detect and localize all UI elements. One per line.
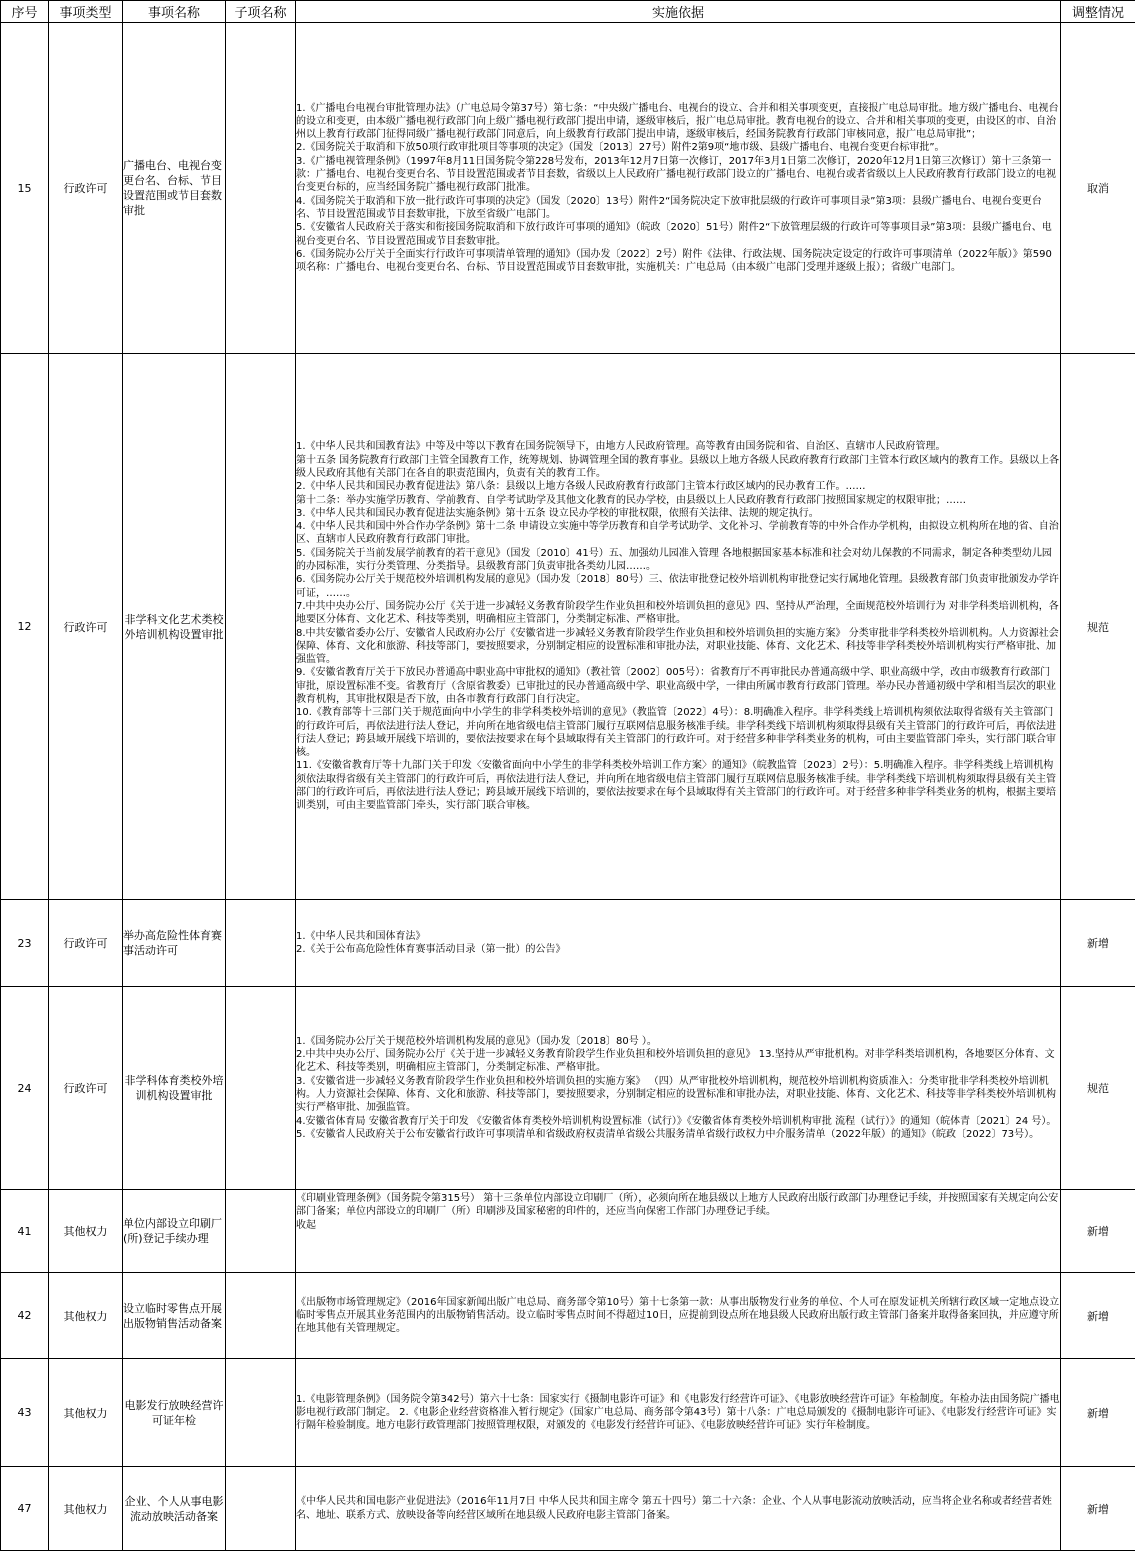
- item-type: 其他权力: [49, 1359, 123, 1467]
- basis-line: 3.《广播电视管理条例》（1997年8月11日国务院令第228号发布，2013年12月7日第一次修订，2017年3月1日第二次修订，2020年12月1日第三次修订）第十三条第一款：广播电台、电视台变更台名、节目设置范围或者节目套数，省级以上人民政府广播电视行政部门设立的广播电台、电视台或者省级以上人民政府教育行政部门设立的电视台变更台标的，应当经国务院广播电视行政部门批准。: [296, 155, 1056, 194]
- table-row: [1, 1273, 1135, 1359]
- sub-item-name: [226, 1467, 296, 1551]
- row-number: 42: [1, 1273, 49, 1359]
- row-number: 41: [1, 1190, 49, 1273]
- item-name: [123, 1190, 226, 1273]
- basis-line: 5.《安徽省人民政府关于公布安徽省行政许可事项清单和省级政府权责清单省级公共服务清单省级行政权力中介服务清单（2022年版）的通知》（皖政〔2022〕73号）。: [296, 1128, 1040, 1140]
- basis-line: 8.中共安徽省委办公厅、安徽省人民政府办公厅《安徽省进一步减轻义务教育阶段学生作业负担和校外培训负担的实施方案》 分类审批非学科类校外培训机构。人力资源社会保障、体育、文化和旅游、科技等部门，要按照要求，分别制定相应的设置标准和审批办法，对职业技能、体育、文化艺术、科技等非学科类校外培训机构实行严格审批、加强监管。: [296, 627, 1059, 666]
- basis-line: 收起: [296, 1219, 316, 1231]
- item-name: [123, 1273, 226, 1359]
- header-basis: 实施依据: [296, 1, 1061, 23]
- adjustment-status: 取消: [1061, 23, 1135, 354]
- basis-line: 1.《国务院办公厅关于规范校外培训机构发展的意见》（国办发〔2018〕80号 ）。: [296, 1035, 657, 1047]
- row-number: 43: [1, 1359, 49, 1467]
- item-type: 其他权力: [49, 1273, 123, 1359]
- basis-line: 《出版物市场管理规定》（2016年国家新闻出版广电总局、商务部令第10号）第十七条第一款：从事出版物发行业务的单位、个人可在原发证机关所辖行政区域一定地点设立临时零售点开展其业务范围内的出版物销售活动。设立临时零售点时间不得超过10日，应提前到设点所在地县级人民政府出版行政主管部门备案并取得备案回执，并应遵守所在地其他有关管理规定。: [296, 1296, 1060, 1335]
- basis-line: 2.中共中央办公厅、国务院办公厅《关于进一步减轻义务教育阶段学生作业负担和校外培训负担的意见》 13.坚持从严审批机构。对非学科类培训机构，各地要区分体育、文化艺术、科技等类别，明确相应主管部门，分类制定标准、严格审批。: [296, 1049, 1055, 1074]
- table-row: [1, 987, 1135, 1190]
- basis-cell: [296, 1467, 1061, 1551]
- item-name: [123, 1359, 226, 1467]
- sub-item-name: [226, 987, 296, 1190]
- sub-item-name: [226, 354, 296, 900]
- basis-line: 5.《国务院关于当前发展学前教育的若干意见》（国发〔2010〕41号）五、加强幼儿园准入管理 各地根据国家基本标准和社会对幼儿保教的不同需求，制定各种类型幼儿园的办园标准，实行分类管理、分类指导。县级教育部门负责审批各类幼儿园……。: [296, 547, 1052, 573]
- basis-cell: [296, 1273, 1061, 1359]
- adjustment-status: 新增: [1061, 1190, 1135, 1273]
- item-type: 行政许可: [49, 354, 123, 900]
- basis-line: 9.《安徽省教育厅关于下放民办普通高中职业高中审批权的通知》（教社管〔2002〕005号）：省教育厅不再审批民办普通高级中学、职业高级中学，改由市级教育行政部门审批，原设置标准不变。省教育厅（含原省教委）已审批过的民办普通高级中学、职业高级中学，一律由所属市教育行政部门管理。举办民办普通初级中学和相当层次的职业教育机构，其审批权限是否下放，由各市教育行政部门自行决定。: [296, 667, 1056, 705]
- adjustment-status: 新增: [1061, 900, 1135, 987]
- basis-line: 第十五条 国务院教育行政部门主管全国教育工作，统筹规划、协调管理全国的教育事业。县级以上地方各级人民政府教育行政部门主管本行政区域内的教育工作。县级以上各级人民政府其他有关部门在各自的职责范围内，负责有关的教育工作。: [296, 454, 1060, 479]
- item-name-text: 单位内部设立印刷厂(所)登记手续办理: [123, 1217, 222, 1245]
- basis-cell: [296, 23, 1061, 354]
- basis-line: 4.《国务院关于取消和下放一批行政许可事项的决定》（国发〔2020〕13号）附件2“国务院决定下放审批层级的行政许可事项目录”第3项：县级广播电台、电视台变更台名、节目设置范围或节目套数审批，下放至省级广电部门。: [296, 195, 1042, 220]
- adjustment-status: 规范: [1061, 987, 1135, 1190]
- basis-line: 6.《国务院办公厅关于全面实行行政许可事项清单管理的通知》（国办发〔2022〕2号）附件《法律、行政法规、国务院决定设定的行政许可事项清单（2022年版）》第590项名称：广播电台、电视台变更台名、台标、节目设置范围或节目套数审批，实施机关：广电总局（由本级广电部门受理并逐级上报）；省级广电部门。: [296, 248, 1052, 274]
- item-type: 其他权力: [49, 1467, 123, 1551]
- item-type: 行政许可: [49, 23, 123, 354]
- basis-line: 10.《教育部等十三部门关于规范面向中小学生的非学科类校外培训的意见》（教监管〔2022〕4号）：8.明确准入程序。非学科类线上培训机构须依法取得省级有关主管部门的行政许可后，再依法进行法人登记，并向所在地省级电信主管部门履行互联网信息服务核准手续。非学科类线下培训机构须取得县级有关主管部门的行政许可后，再依法进行法人登记；跨县域开展线下培训的，要依法按要求在每个县域取得有关主管部门的行政许可。对于经营多种非学科类业务的机构，可由主要监管部门牵头，实行部门联合审核。: [296, 707, 1056, 759]
- row-number: 12: [1, 354, 49, 900]
- header-type: 事项类型: [49, 1, 123, 23]
- basis-cell: [296, 987, 1061, 1190]
- header-row: [1, 1, 1135, 23]
- item-type: 其他权力: [49, 1190, 123, 1273]
- basis-line: 3.《安徽省进一步减轻义务教育阶段学生作业负担和校外培训负担的实施方案》 （四）从严审批校外培训机构，规范校外培训机构资质准入：分类审批非学科类校外培训机构。人力资源社会保障、体育、文化和旅游、科技等部门，要按照要求，分别制定相应的设置标准和审批办法，对职业技能、体育、文化艺术、科技等非学科类校外培训机构实行严格审批、加强监管。: [296, 1075, 1056, 1114]
- sub-item-name: [226, 1359, 296, 1467]
- basis-line: 2.《国务院关于取消和下放50项行政审批项目等事项的决定》（国发〔2013〕27号）附件2第9项“地市级、县级广播电台、电视台变更台标审批”。: [296, 142, 945, 154]
- basis-line: 6.《国务院办公厅关于规范校外培训机构发展的意见》（国办发〔2018〕80号）三、依法审批登记校外培训机构审批登记实行属地化管理。县级教育部门负责审批颁发办学许可证，……。: [296, 574, 1059, 599]
- basis-line: 4.《中华人民共和国中外合作办学条例》第十二条 申请设立实施中等学历教育和自学考试助学、文化补习、学前教育等的中外合作办学机构，由拟设立机构所在地的省、自治区、直辖市人民政府教育行政部门审批。: [296, 521, 1059, 546]
- adjustment-status: 新增: [1061, 1359, 1135, 1467]
- row-number: 15: [1, 23, 49, 354]
- table-row: [1, 900, 1135, 987]
- item-name-text: 电影发行放映经营许可证年检: [124, 1398, 224, 1427]
- basis-line: 1.《中华人民共和国体育法》: [296, 930, 426, 942]
- basis-line: 第十二条：举办实施学历教育、学前教育、自学考试助学及其他文化教育的民办学校，由县级以上人民政府教育行政部门按照国家规定的权限审批；……: [296, 494, 966, 506]
- item-name-text: 企业、个人从事电影流动放映活动备案: [124, 1494, 224, 1523]
- basis-line: 5.《安徽省人民政府关于落实和衔接国务院取消和下放行政许可事项的通知》（皖政〔2020〕51号）附件2“下放管理层级的行政许可等事项目录”第3项：县级广播电台、电视台变更台名、节目设置范围或节目套数审批。: [296, 222, 1052, 247]
- basis-line: 7.中共中央办公厅、国务院办公厅《关于进一步减轻义务教育阶段学生作业负担和校外培训负担的意见》四、坚持从严治理，全面规范校外培训行为 对非学科类培训机构，各地要区分体育、文化艺术、科技等类别，明确相应主管部门，分类制定标准、严格审批。: [296, 600, 1059, 626]
- adjustment-status: 新增: [1061, 1467, 1135, 1551]
- header-name: 事项名称: [123, 1, 226, 23]
- sub-item-name: [226, 1273, 296, 1359]
- table-row: [1, 23, 1135, 354]
- basis-line: 2.《中华人民共和国民办教育促进法》第八条：县级以上地方各级人民政府教育行政部门主管本行政区域内的民办教育工作。……: [296, 481, 866, 493]
- item-type: 行政许可: [49, 987, 123, 1190]
- basis-cell: [296, 354, 1061, 900]
- header-adjust: 调整情况: [1061, 1, 1135, 23]
- basis-line: 4.安徽省体育局 安徽省教育厅关于印发 《安徽省体育类校外培训机构设置标准（试行）》《安徽省体育类校外培训机构审批 流程（试行）》的通知（皖体青〔2021〕24 号）。: [296, 1115, 1057, 1127]
- header-no: 序号: [1, 1, 49, 23]
- basis-cell: [296, 900, 1061, 987]
- header-sub: 子项名称: [226, 1, 296, 23]
- basis-line: 11.《安徽省教育厅等十九部门关于印发〈安徽省面向中小学生的非学科类校外培训工作方案〉的通知》（皖教监管〔2023〕2号）：5.明确准入程序。非学科类线上培训机构须依法取得省级有关主管部门的行政许可后，再依法进行法人登记，并向所在地省级电信主管部门履行互联网信息服务核准手续。非学科类线下培训机构须取得县级有关主管部门的行政许可后，再依法进行法人登记；跨县域开展线下培训的，要依法按要求在每个县域取得有关主管部门的行政许可。对于经营多种非学科类业务的机构，根据主要培训类别，可由主要监管部门牵头，实行部门联合审核。: [296, 760, 1056, 812]
- table-row: [1, 1190, 1135, 1273]
- item-name: [123, 1467, 226, 1551]
- item-name-text: 举办高危险性体育赛事活动许可: [123, 929, 222, 957]
- item-name-text: 设立临时零售点开展出版物销售活动备案: [123, 1301, 222, 1330]
- table-row: [1, 354, 1135, 900]
- adjustment-status: 新增: [1061, 1273, 1135, 1359]
- basis-line: 《中华人民共和国电影产业促进法》（2016年11月7日 中华人民共和国主席令 第五十四号）第二十六条：企业、个人从事电影流动放映活动，应当将企业名称或者经营者姓名、地址、联系方式、放映设备等向经营区域所在地县级人民政府电影主管部门备案。: [296, 1496, 1052, 1521]
- table-row: [1, 1359, 1135, 1467]
- item-name: [123, 987, 226, 1190]
- basis-cell: [296, 1359, 1061, 1467]
- item-name-text: 非学科体育类校外培训机构设置审批: [124, 1074, 224, 1102]
- basis-line: 1.《广播电台电视台审批管理办法》（广电总局令第37号）第七条：“中央级广播电台、电视台的设立、合并和相关事项变更，直接报广电总局审批。地方级广播电台、电视台的设立和变更，由本级广播电视行政部门向上级广播电视行政部门提出申请，逐级审核后，报广电总局审批。教育电视台的设立、合并和相关事项的变更，由设区的市、自治州以上教育行政部门征得同级广播电视行政部门同意后，向上级教育行政部门提出申请，逐级审核后，经国务院教育行政部门审核同意，报广电总局审批”；: [296, 102, 1059, 141]
- item-name: [123, 900, 226, 987]
- basis-line: 1.《中华人民共和国教育法》中等及中等以下教育在国务院领导下，由地方人民政府管理。高等教育由国务院和省、自治区、直辖市人民政府管理。: [296, 441, 946, 453]
- item-type: 行政许可: [49, 900, 123, 987]
- sub-item-name: [226, 900, 296, 987]
- item-name-text: 非学科文化艺术类校外培训机构设置审批: [124, 612, 224, 641]
- sub-item-name: [226, 1190, 296, 1273]
- basis-line: 《印刷业管理条例》（国务院令第315号） 第十三条单位内部设立印刷厂（所），必须向所在地县级以上地方人民政府出版行政部门办理登记手续，并按照国家有关规定向公安部门备案；单位内部设立的印刷厂（所）印刷涉及国家秘密的印件的，还应当向保密工作部门办理登记手续。: [296, 1193, 1059, 1218]
- row-number: 24: [1, 987, 49, 1190]
- basis-line: 2.《关于公布高危险性体育赛事活动目录（第一批）的公告》: [296, 944, 566, 955]
- item-name-text: 广播电台、电视台变更台名、台标、节目设置范围或节目套数审批: [123, 159, 222, 217]
- table-row: [1, 1467, 1135, 1551]
- adjustment-status: 规范: [1061, 354, 1135, 900]
- row-number: 47: [1, 1467, 49, 1551]
- sub-item-name: [226, 23, 296, 354]
- item-name: [123, 354, 226, 900]
- item-name: [123, 23, 226, 354]
- row-number: 23: [1, 900, 49, 987]
- basis-line: 1.《电影管理条例》（国务院令第342号）第六十七条：国家实行《摄制电影许可证》和《电影发行经营许可证》、《电影放映经营许可证》年检制度。年检办法由国务院广播电影电视行政部门制定。 2.《电影企业经营资格准入暂行规定》（国家广电总局、商务部令第43号）第十八条：广电总局颁发的《摄制电影许可证》、《电影发行经营许可证》实行隔年检验制度。地方电影行政管理部门按照管理权限，对颁发的《电影发行经营许可证》、《电影放映经营许可证》实行年检制度。: [296, 1393, 1060, 1432]
- basis-line: 3.《中华人民共和国民办教育促进法实施条例》第十五条 设立民办学校的审批权限，依照有关法律、法规的规定执行。: [296, 507, 819, 519]
- basis-cell: [296, 1190, 1061, 1273]
